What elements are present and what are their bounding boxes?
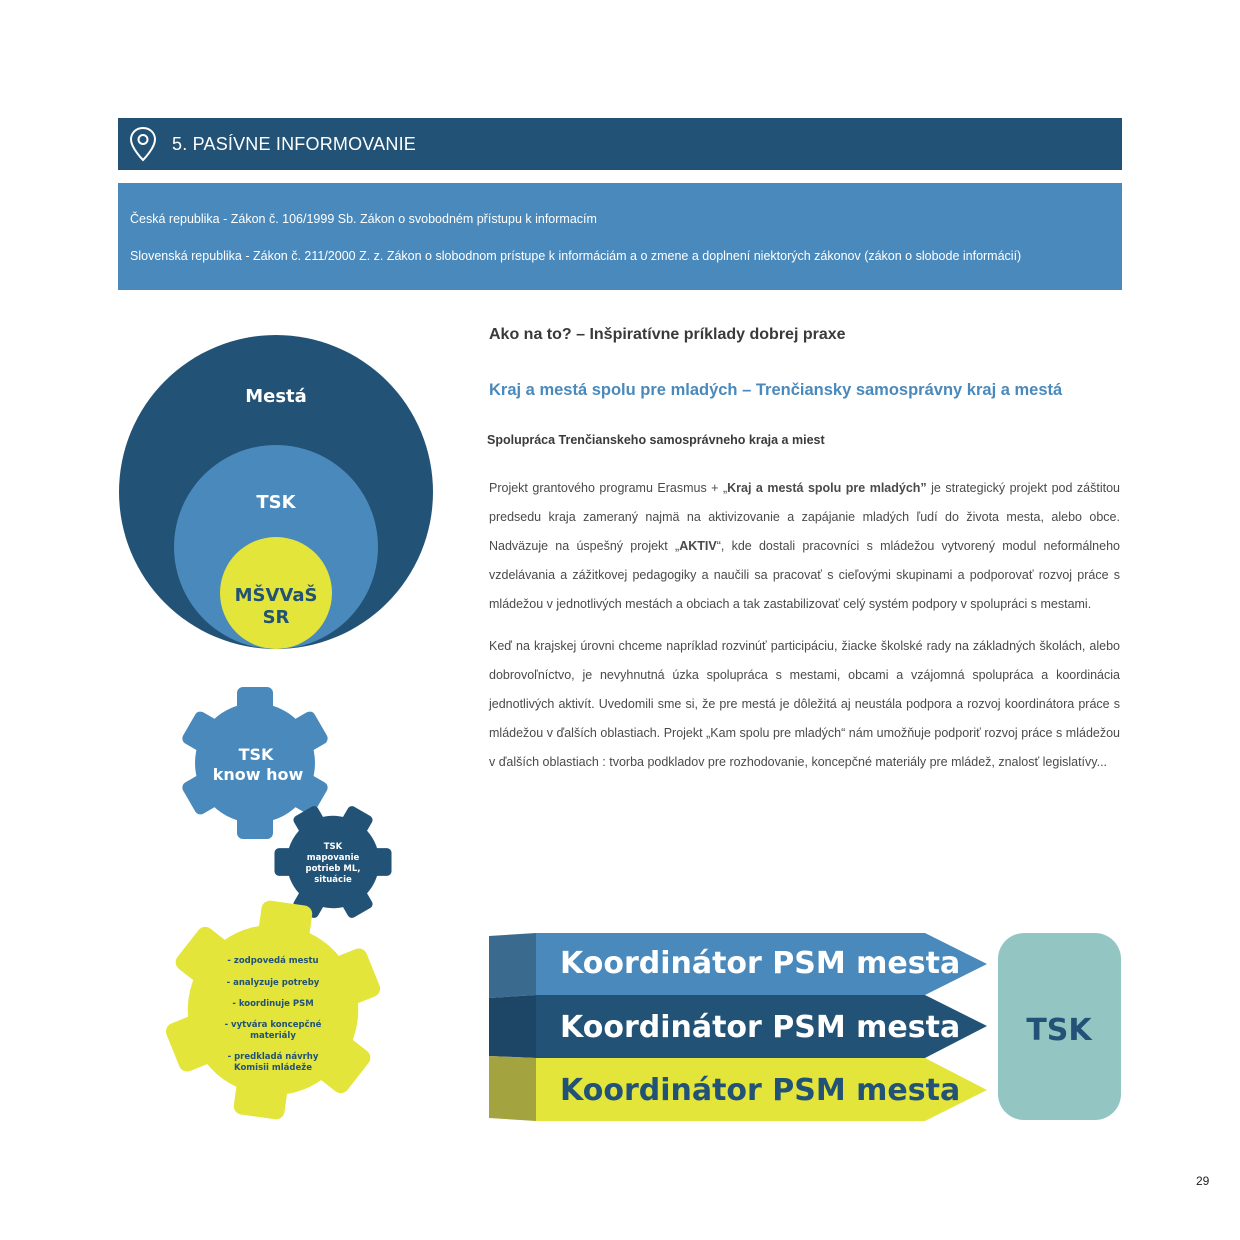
gear3-item-2: - analyzuje potreby: [226, 978, 320, 988]
practice-heading: Ako na to? – Inšpiratívne príklady dobrej praxe: [489, 326, 846, 343]
gear3-item-1: - zodpovedá mestu: [227, 956, 319, 966]
circle-middle-label: TSK: [256, 492, 296, 513]
gear3-item-6: - predkladá návrhy: [227, 1052, 319, 1062]
gear3-item-7: Komisii mládeže: [234, 1063, 312, 1073]
law-sk: Slovenská republika - Zákon č. 211/2000 Z. z. Zákon o slobodnom prístupe k informáciám a o zmene a doplnení niektorých zákonov (zákon o slobode informácií): [130, 249, 1022, 263]
gear3-item-3: - koordinuje PSM: [232, 999, 314, 1009]
sub-heading: Spolupráca Trenčianskeho samosprávneho kraja a miest: [487, 433, 825, 447]
arrow1-label: Koordinátor PSM mesta: [560, 946, 961, 981]
circle-outer-label: Mestá: [245, 386, 307, 407]
gear2-label-2: mapovanie: [306, 853, 360, 863]
circle-inner-label-2: SR: [262, 607, 290, 628]
gear3-item-4: - vytvára koncepčné: [224, 1020, 322, 1030]
gear-tasks: [153, 888, 393, 1131]
law-cz: Česká republika - Zákon č. 106/1999 Sb. Zákon o svobodném přístupu k informacím: [130, 212, 597, 226]
arrow2-side: [489, 995, 536, 1058]
gear1-label-1: TSK: [238, 745, 274, 764]
page-number: 29: [1196, 1174, 1210, 1188]
paragraph-1: Projekt grantového programu Erasmus + „Kraj a mestá spolu pre mladých” je strategický projekt pod záštitou predsedu kraja zameraný najmä na aktivizovanie a zapájanie mladých ľudí do života mesta, alebo obce. Nadväzuje na úspešný projekt „AKTIV“, kde dostali pracovníci s mládežou vytvorený modul neformálneho vzdelávania a zážitkovej pedagogiky a naučili sa pracovať s cieľovými skupinami a podporovať rozvoj práce s mládežou v jednotlivých mestách a obciach a tak zastabilizovať celý systém podpory v spolupráci s mestami.: [489, 481, 1120, 611]
arrow1-side: [489, 933, 536, 998]
gear1-label-2: know how: [212, 765, 304, 784]
project-heading: Kraj a mestá spolu pre mladých – Trenčiansky samosprávny kraj a mestá: [489, 381, 1063, 399]
arrow3-label: Koordinátor PSM mesta: [560, 1073, 961, 1108]
section-title: 5. PASÍVNE INFORMOVANIE: [172, 134, 416, 154]
tsk-box-label: TSK: [1026, 1013, 1092, 1048]
paragraph-2: Keď na krajskej úrovni chceme napríklad rozvinúť participáciu, žiacke školské rady na základných školách, alebo dobrovoľníctvo, je nevyhnutná úzka spolupráca s mestami, obcami a vzájomná spolupráca a koordinácia jednotlivých aktivít. Uvedomili sme si, že pre mestá je dôležitá aj neustála podpora a rozvoj koordinátora práce s mládežou v ďalších oblastiach. Projekt „Kam spolu pre mladých“ nám umožňuje podporiť rozvoj práce s mládežou v ďalších oblastiach : tvorba podkladov pre rozhodovanie, koncepčné materiály pre mládež, znalosť legislatívy...: [489, 639, 1120, 769]
gear2-label-4: situácie: [314, 875, 352, 885]
gear2-label-3: potrieb ML,: [305, 864, 361, 874]
gear2-label-1: TSK: [323, 842, 343, 852]
circle-inner-label-1: MŠVVaŠ: [234, 585, 318, 606]
gear3-item-5: materiály: [250, 1031, 296, 1041]
arrow3-side: [489, 1056, 536, 1121]
arrow2-label: Koordinátor PSM mesta: [560, 1010, 961, 1045]
